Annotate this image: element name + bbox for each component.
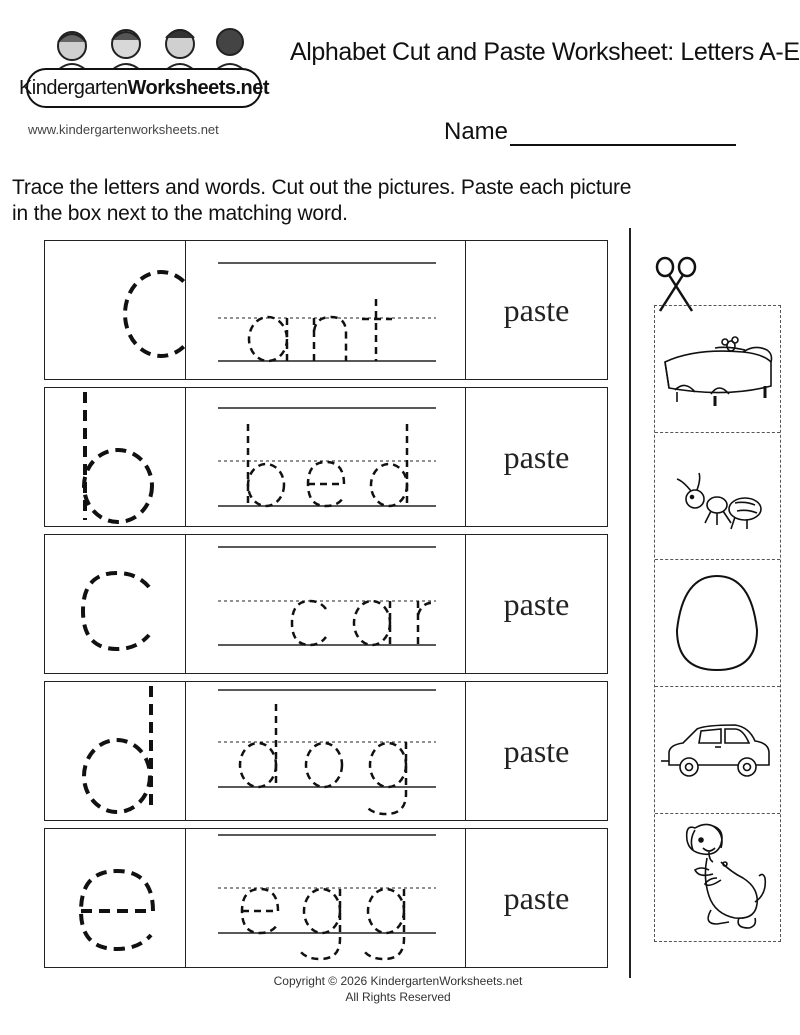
paste-box [466, 682, 607, 820]
dog-picture [655, 814, 779, 941]
egg-picture [655, 560, 779, 687]
tracing-letter-box [45, 388, 186, 526]
traced-word [186, 682, 466, 822]
letter-row-d [44, 681, 608, 821]
cutout-bed[interactable] [655, 306, 780, 433]
tracing-word-box [186, 535, 466, 673]
traced-letter [45, 535, 186, 675]
name-label: Name [444, 118, 509, 145]
name-line [510, 118, 736, 146]
traced-word [186, 829, 466, 969]
paste-label: paste [503, 438, 570, 475]
tracing-word-box [186, 829, 466, 967]
cutout-car[interactable] [655, 687, 780, 814]
letter-row-e [44, 828, 608, 968]
bed-picture [655, 306, 779, 433]
cutout-ant[interactable] [655, 433, 780, 560]
paste-box [466, 535, 607, 673]
tracing-letter-box [45, 241, 186, 379]
cutout-egg[interactable] [655, 560, 780, 687]
traced-letter [45, 241, 186, 381]
instructions [12, 175, 792, 227]
letter-row-a [44, 240, 608, 380]
site-logo [18, 22, 270, 114]
logo-text-part2: Worksheets.net [127, 76, 270, 99]
cutout-pictures [654, 305, 781, 942]
paste-label: paste [503, 879, 570, 916]
traced-letter [45, 682, 186, 822]
car-picture [655, 687, 779, 814]
letter-row-c [44, 534, 608, 674]
instructions-line-1: Trace the letters and words. Cut out the pictures. Paste each picture [12, 176, 632, 199]
worksheet-title: Alphabet Cut and Paste Worksheet: Letters A-E [290, 38, 800, 66]
logo-badge [18, 68, 270, 108]
copyright-text: Copyright © 2026 KindergartenWorksheets.net [273, 974, 523, 988]
paste-label: paste [503, 291, 570, 328]
traced-letter [45, 829, 186, 969]
tracing-word-box [186, 682, 466, 820]
rights-text: All Rights Reserved [345, 990, 451, 1004]
paste-box [466, 829, 607, 967]
traced-word [186, 241, 466, 381]
tracing-letter-box [45, 682, 186, 820]
ant-picture [655, 433, 779, 560]
cut-divider-line [629, 228, 631, 978]
paste-box [466, 388, 607, 526]
logo-text-part1: Kindergarten [18, 76, 128, 99]
name-field [444, 118, 736, 146]
tracing-letter-box [45, 535, 186, 673]
tracing-word-box [186, 241, 466, 379]
site-url: www.kindergartenworksheets.net [28, 122, 219, 137]
traced-letter [45, 388, 186, 528]
paste-label: paste [503, 585, 570, 622]
instructions-line-2: in the box next to the matching word. [12, 202, 348, 225]
paste-box [466, 241, 607, 379]
paste-label: paste [503, 732, 570, 769]
tracing-word-box [186, 388, 466, 526]
traced-word [186, 388, 466, 528]
traced-word [186, 535, 466, 675]
cutout-dog[interactable] [655, 814, 780, 941]
kids-faces-icon [44, 22, 244, 70]
copyright-footer [0, 973, 796, 1005]
tracing-letter-box [45, 829, 186, 967]
letter-row-b [44, 387, 608, 527]
